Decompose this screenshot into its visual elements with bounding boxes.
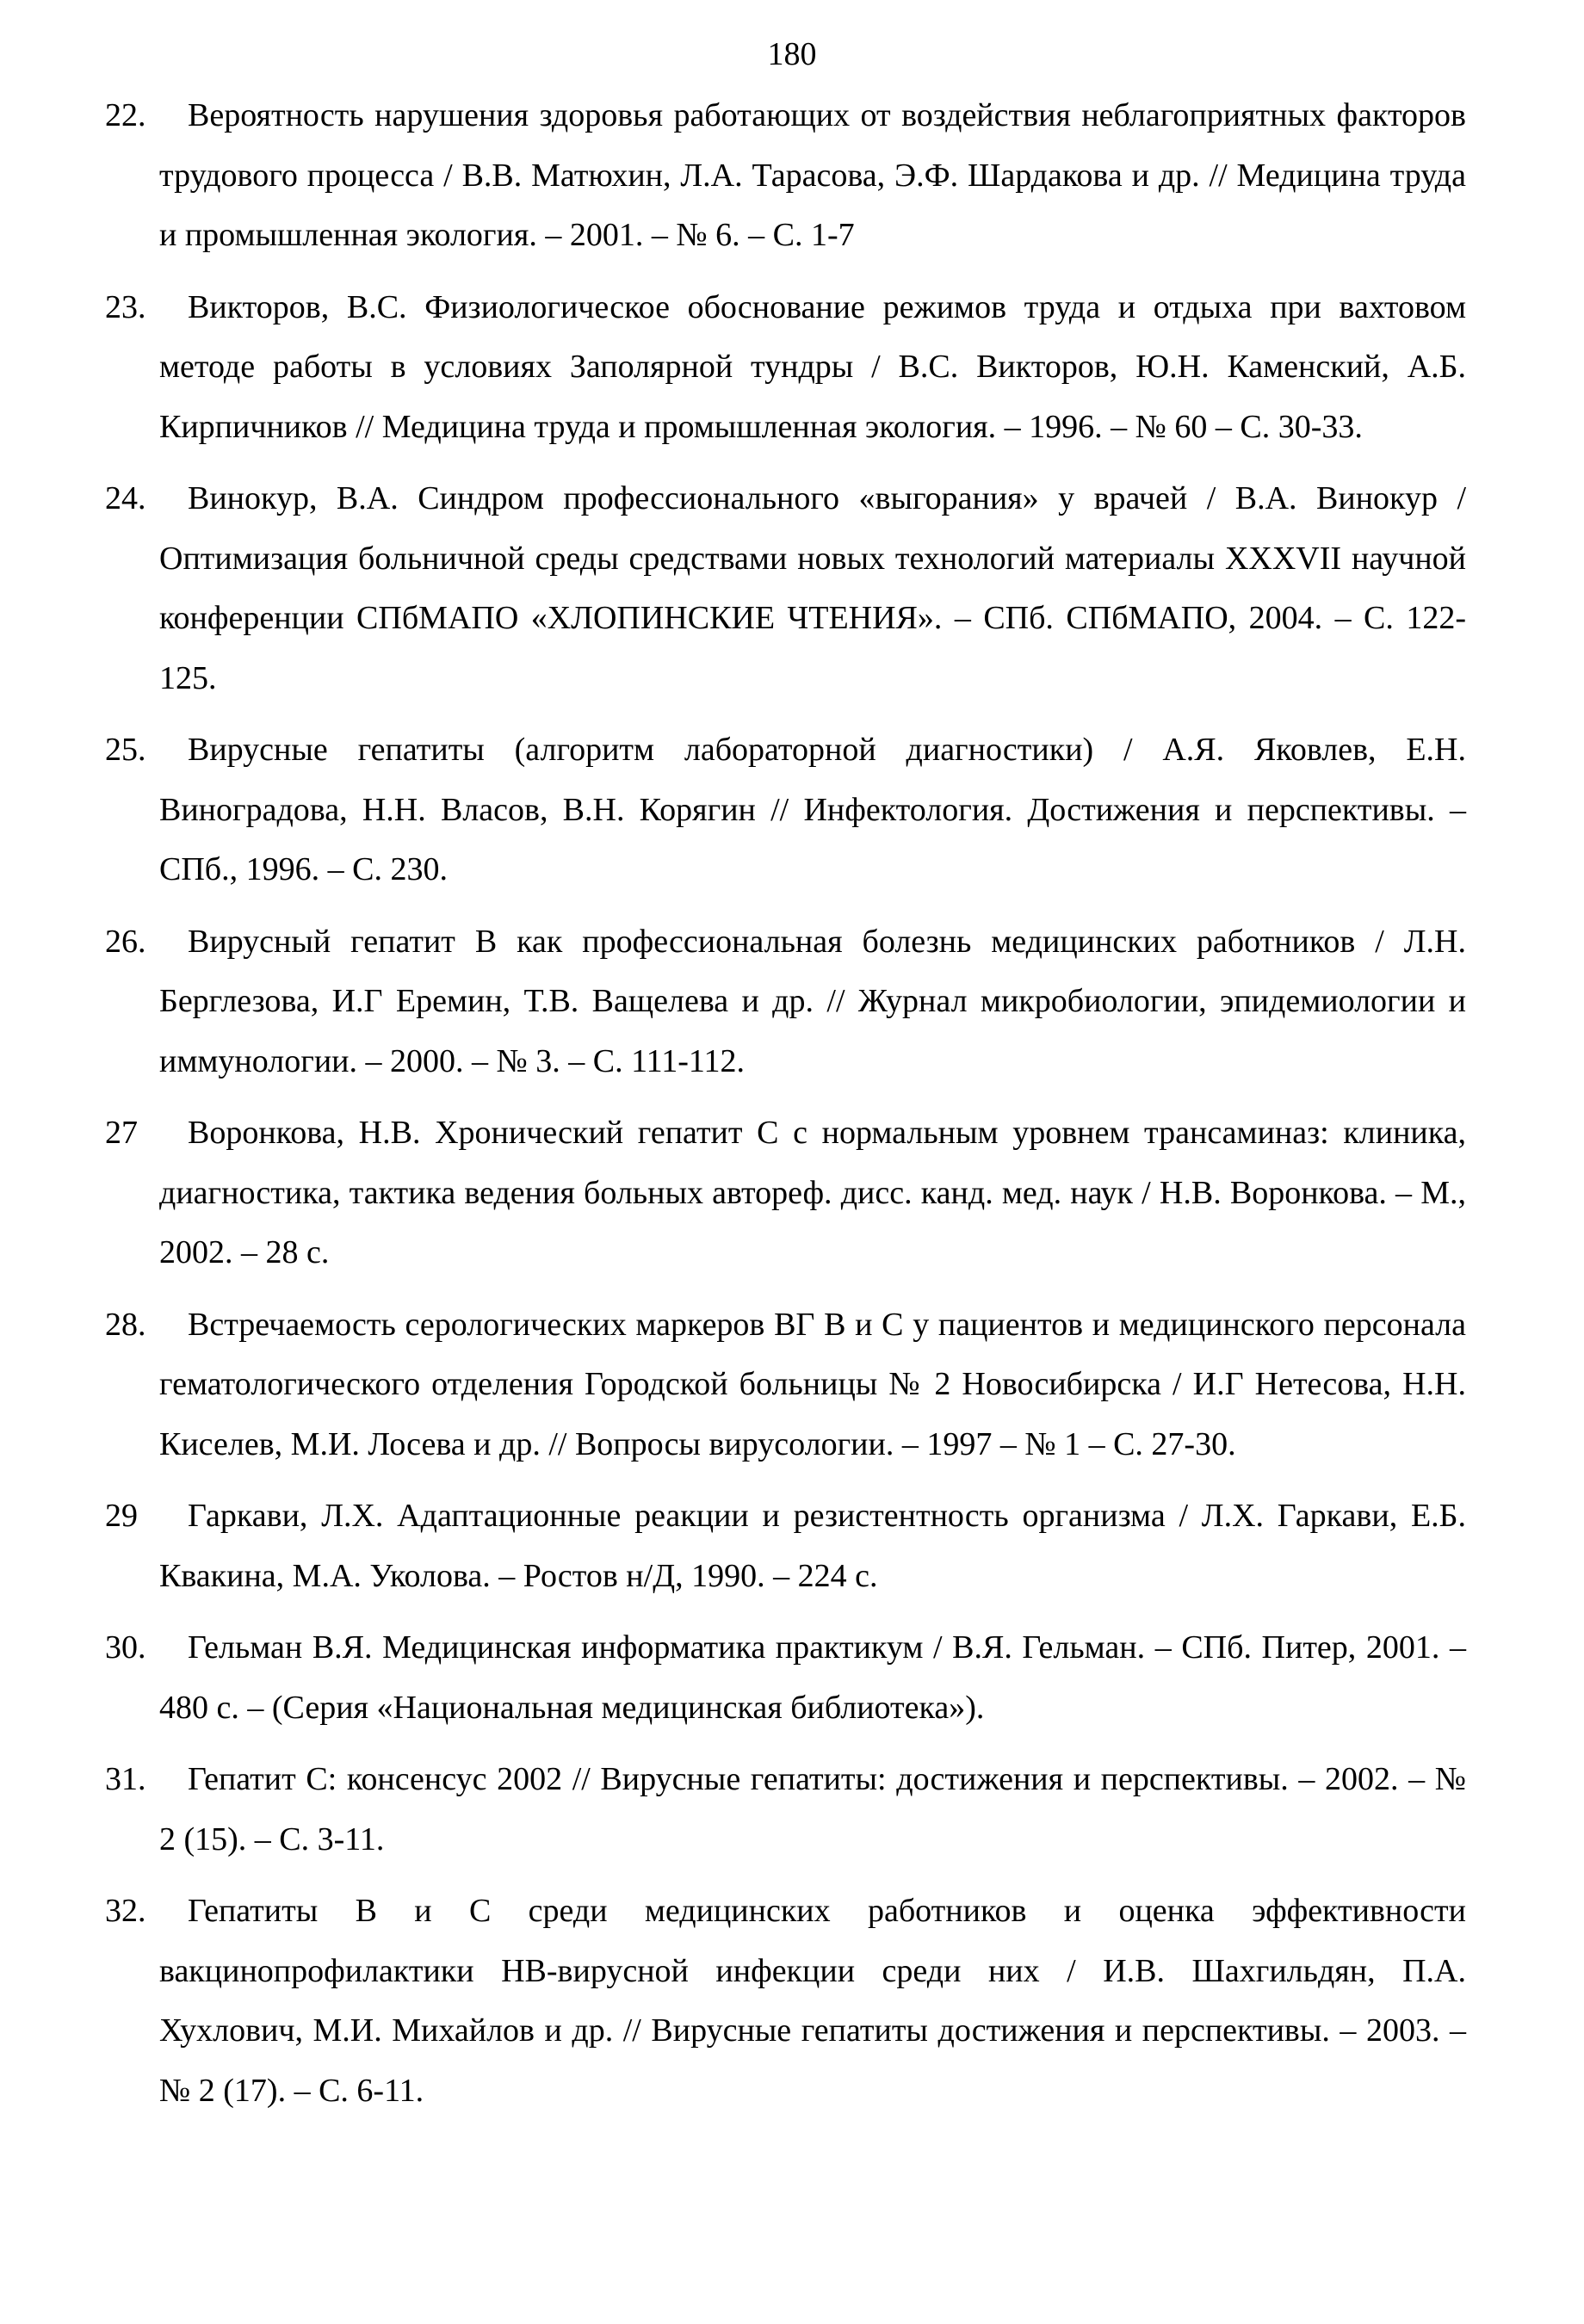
reference-number: 28. — [105, 1306, 146, 1343]
reference-number: 24. — [105, 480, 146, 516]
reference-item — [0, 1882, 1584, 2121]
reference-item — [0, 912, 1584, 1092]
reference-item — [0, 86, 1584, 266]
reference-item — [0, 1618, 1584, 1738]
reference-number: 26. — [105, 923, 146, 960]
reference-text: Гельман В.Я. Медицинская информатика практикум / В.Я. Гельман. – СПб. Питер, 2001. – 480 с. – (Серия «Национальная медицинская библиотека»). — [159, 1629, 1466, 1726]
reference-text: Воронкова, Н.В. Хронический гепатит С с нормальным уровнем трансаминаз: клиника, диагностика, тактика ведения больных автореф. дисс. канд. мед. наук / Н.В. Воронкова. – М., 2002. – 28 с. — [159, 1115, 1466, 1270]
reference-item — [0, 278, 1584, 458]
reference-number: 27 — [105, 1115, 138, 1151]
reference-number: 32. — [105, 1893, 146, 1929]
reference-text: Вирусные гепатиты (алгоритм лабораторной диагностики) / А.Я. Яковлев, Е.Н. Виноградова, Н.Н. Власов, В.Н. Корягин // Инфектология. Достижения и перспективы. – СПб., 1996. – С. 230. — [159, 732, 1466, 887]
reference-text: Винокур, В.А. Синдром профессионального «выгорания» у врачей / В.А. Винокур / Оптимизация больничной среды средствами новых технологий материалы XXXVII научной конференции СПбМАПО «ХЛОПИНСКИЕ ЧТЕНИЯ». – СПб. СПбМАПО, 2004. – С. 122-125. — [159, 480, 1466, 696]
reference-text: Вероятность нарушения здоровья работающих от воздействия неблагоприятных факторов трудового процесса / В.В. Матюхин, Л.А. Тарасова, Э.Ф. Шардакова и др. // Медицина труда и промышленная экология. – 2001. – № 6. – С. 1-7 — [159, 97, 1466, 253]
reference-number: 22. — [105, 97, 146, 133]
reference-item — [0, 469, 1584, 708]
reference-text: Гаркави, Л.Х. Адаптационные реакции и резистентность организма / Л.Х. Гаркави, Е.Б. Квакина, М.А. Уколова. – Ростов н/Д, 1990. – 224 с. — [159, 1498, 1466, 1594]
reference-item — [0, 1295, 1584, 1475]
reference-item — [0, 1750, 1584, 1870]
reference-item — [0, 1103, 1584, 1283]
reference-number: 29 — [105, 1498, 138, 1534]
reference-list — [0, 86, 1584, 2133]
reference-number: 30. — [105, 1629, 146, 1666]
reference-number: 23. — [105, 288, 146, 325]
page-number: 180 — [767, 36, 817, 72]
reference-text: Гепатиты В и С среди медицинских работников и оценка эффективности вакцинопрофилактики НВ-вирусной инфекции среди них / И.В. Шахгильдян, П.А. Хухлович, М.И. Михайлов и др. // Вирусные гепатиты достижения и перспективы. – 2003. – № 2 (17). – С. 6-11. — [159, 1893, 1466, 2109]
reference-text: Вирусный гепатит В как профессиональная болезнь медицинских работников / Л.Н. Берглезова, И.Г Еремин, Т.В. Ващелева и др. // Журнал микробиологии, эпидемиологии и иммунологии. – 2000. – № 3. – С. 111-112. — [159, 923, 1466, 1079]
reference-number: 31. — [105, 1761, 146, 1797]
reference-item — [0, 1486, 1584, 1606]
reference-text: Гепатит С: консенсус 2002 // Вирусные гепатиты: достижения и перспективы. – 2002. – № 2 (15). – С. 3-11. — [159, 1761, 1466, 1857]
reference-text: Викторов, В.С. Физиологическое обоснование режимов труда и отдыха при вахтовом методе работы в условиях Заполярной тундры / В.С. Викторов, Ю.Н. Каменский, А.Б. Кирпичников // Медицина труда и промышленная экология. – 1996. – № 60 – С. 30-33. — [159, 288, 1466, 445]
reference-item — [0, 720, 1584, 900]
reference-text: Встречаемость серологических маркеров ВГ В и С у пациентов и медицинского персонала гематологического отделения Городской больницы № 2 Новосибирска / И.Г Нетесова, Н.Н. Киселев, М.И. Лосева и др. // Вопросы вирусологии. – 1997 – № 1 – С. 27-30. — [159, 1306, 1466, 1462]
reference-number: 25. — [105, 732, 146, 768]
